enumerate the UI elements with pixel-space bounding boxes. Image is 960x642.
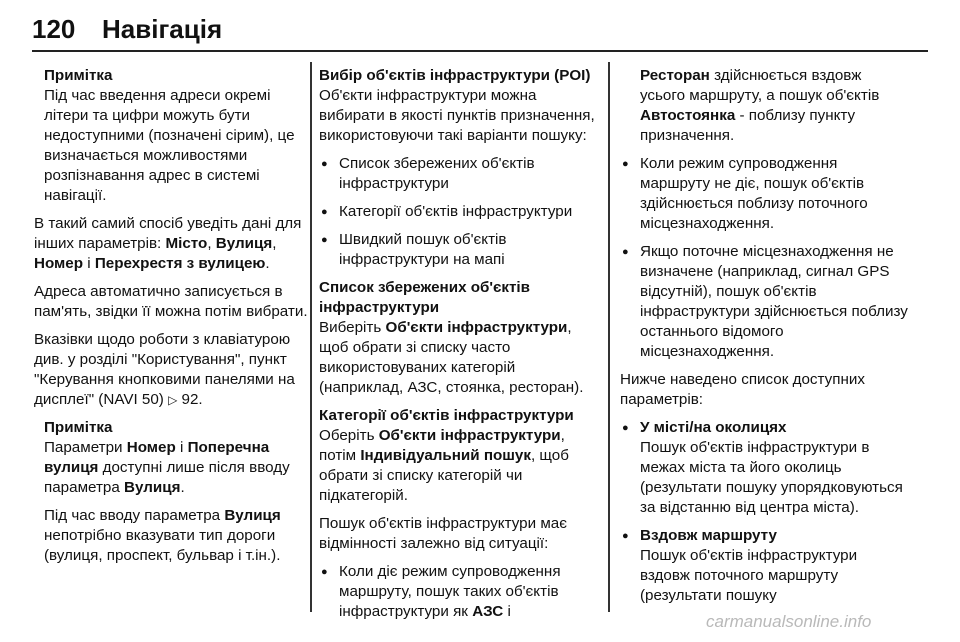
paragraph-saved-poi: Виберіть Об'єкти інфраструктури, щоб обрати зі списку часто використовуваних категорій (наприклад, АЗС, стоянка, ресторан). xyxy=(319,319,584,396)
page-title: Навігація xyxy=(102,14,223,44)
note-text: Параметри Номер і Поперечна вулиця доступні лише після вводу параметра Вулиця. xyxy=(44,439,290,496)
paragraph-search-differences: Пошук об'єктів інфраструктури має відмінності залежно від ситуації: xyxy=(319,515,567,552)
list-item: ● Список збережених об'єктів інфраструктури xyxy=(319,154,595,194)
paragraph-available-params: Нижче наведено список доступних параметрів: xyxy=(620,371,865,408)
paragraph-auto-save: Адреса автоматично записується в пам'ять, звідки її можна потім вибрати. xyxy=(34,283,308,320)
note-heading: Примітка xyxy=(44,67,113,84)
note-1 xyxy=(44,66,310,206)
note-text: Під час введення адреси окремі літери та цифри можуть бути недоступними (позначені сірим), це визначається можливостями розпізнавання адрес в системі навігації. xyxy=(44,87,295,204)
list-item: ● Коли режим супроводження маршруту не діє, пошук об'єктів здійснюється поблизу поточного місцезнаходження. xyxy=(620,154,910,234)
list-item xyxy=(620,526,910,606)
option-text: Пошук об'єктів інфраструктури вздовж поточного маршруту (результати пошуку xyxy=(640,547,858,604)
column-divider-1 xyxy=(310,62,312,612)
poi-options-list xyxy=(319,154,595,270)
list-item-continuation: Ресторан здійснюється вздовж усього маршруту, а пошук об'єктів Автостоянка - поблизу пункту призначення. xyxy=(640,67,880,144)
option-text: Пошук об'єктів інфраструктури в межах міста та його околиць (результати пошуку упорядковуються за відстанню від центра міста). xyxy=(640,439,903,516)
list-item: ● Швидкий пошук об'єктів інфраструктури на мапі xyxy=(319,230,595,270)
column-2 xyxy=(319,66,595,630)
note-text: Під час вводу параметра Вулиця непотрібно вказувати тип дороги (вулиця, проспект, бульвар і т.ін.). xyxy=(44,507,281,564)
list-item: ● Коли діє режим супроводження маршруту, пошук таких об'єктів інфраструктури як АЗС і xyxy=(319,562,595,622)
list-item: ● Якщо поточне місцезнаходження не визначене (наприклад, сигнал GPS відсутній), пошук об'єктів інфраструктури здійснюється поблизу останнього відомого місцезнаходження. xyxy=(620,242,910,362)
note-2 xyxy=(44,418,310,566)
list-item xyxy=(620,418,910,518)
option-heading: ● Вздовж маршруту xyxy=(640,527,777,544)
section-heading-poi: Вибір об'єктів інфраструктури (POI) xyxy=(319,67,591,84)
column-divider-2 xyxy=(608,62,610,612)
page-reference-icon: ▷ xyxy=(168,393,178,407)
column-1 xyxy=(34,66,310,574)
page-number: 120 xyxy=(32,14,76,44)
watermark: carmanualsonline.info xyxy=(706,612,872,631)
page-header xyxy=(0,0,960,54)
search-cases-list xyxy=(319,562,595,622)
section-heading-poi-categories: Категорії об'єктів інфраструктури xyxy=(319,407,574,424)
search-cases-list-continued xyxy=(620,154,910,362)
option-heading: ● У місті/на околицях xyxy=(640,419,787,436)
paragraph-poi-categories: Оберіть Об'єкти інфраструктури, потім Індивідуальний пошук, щоб обрати зі списку категорій чи підкатегорій. xyxy=(319,427,569,504)
list-item: ● Категорії об'єктів інфраструктури xyxy=(319,202,595,222)
note-heading: Примітка xyxy=(44,419,113,436)
section-heading-saved-poi: Список збережених об'єктів інфраструктури xyxy=(319,279,530,316)
paragraph-poi-intro: Об'єкти інфраструктури можна вибирати в якості пунктів призначення, використовуючи такі варіанти пошуку: xyxy=(319,87,595,144)
paragraph-other-params: В такий самий спосіб уведіть дані для інших параметрів: Місто, Вулиця, Номер і Перехрестя з вулицею. xyxy=(34,215,302,272)
header-divider xyxy=(32,50,928,52)
column-3 xyxy=(620,66,910,614)
paragraph-keyboard-ref: Вказівки щодо роботи з клавіатурою див. у розділі "Користування", пункт "Керування кнопковими панелями на дисплеї" (NAVI 50) ▷ 92. xyxy=(34,331,295,408)
search-params-list xyxy=(620,418,910,606)
